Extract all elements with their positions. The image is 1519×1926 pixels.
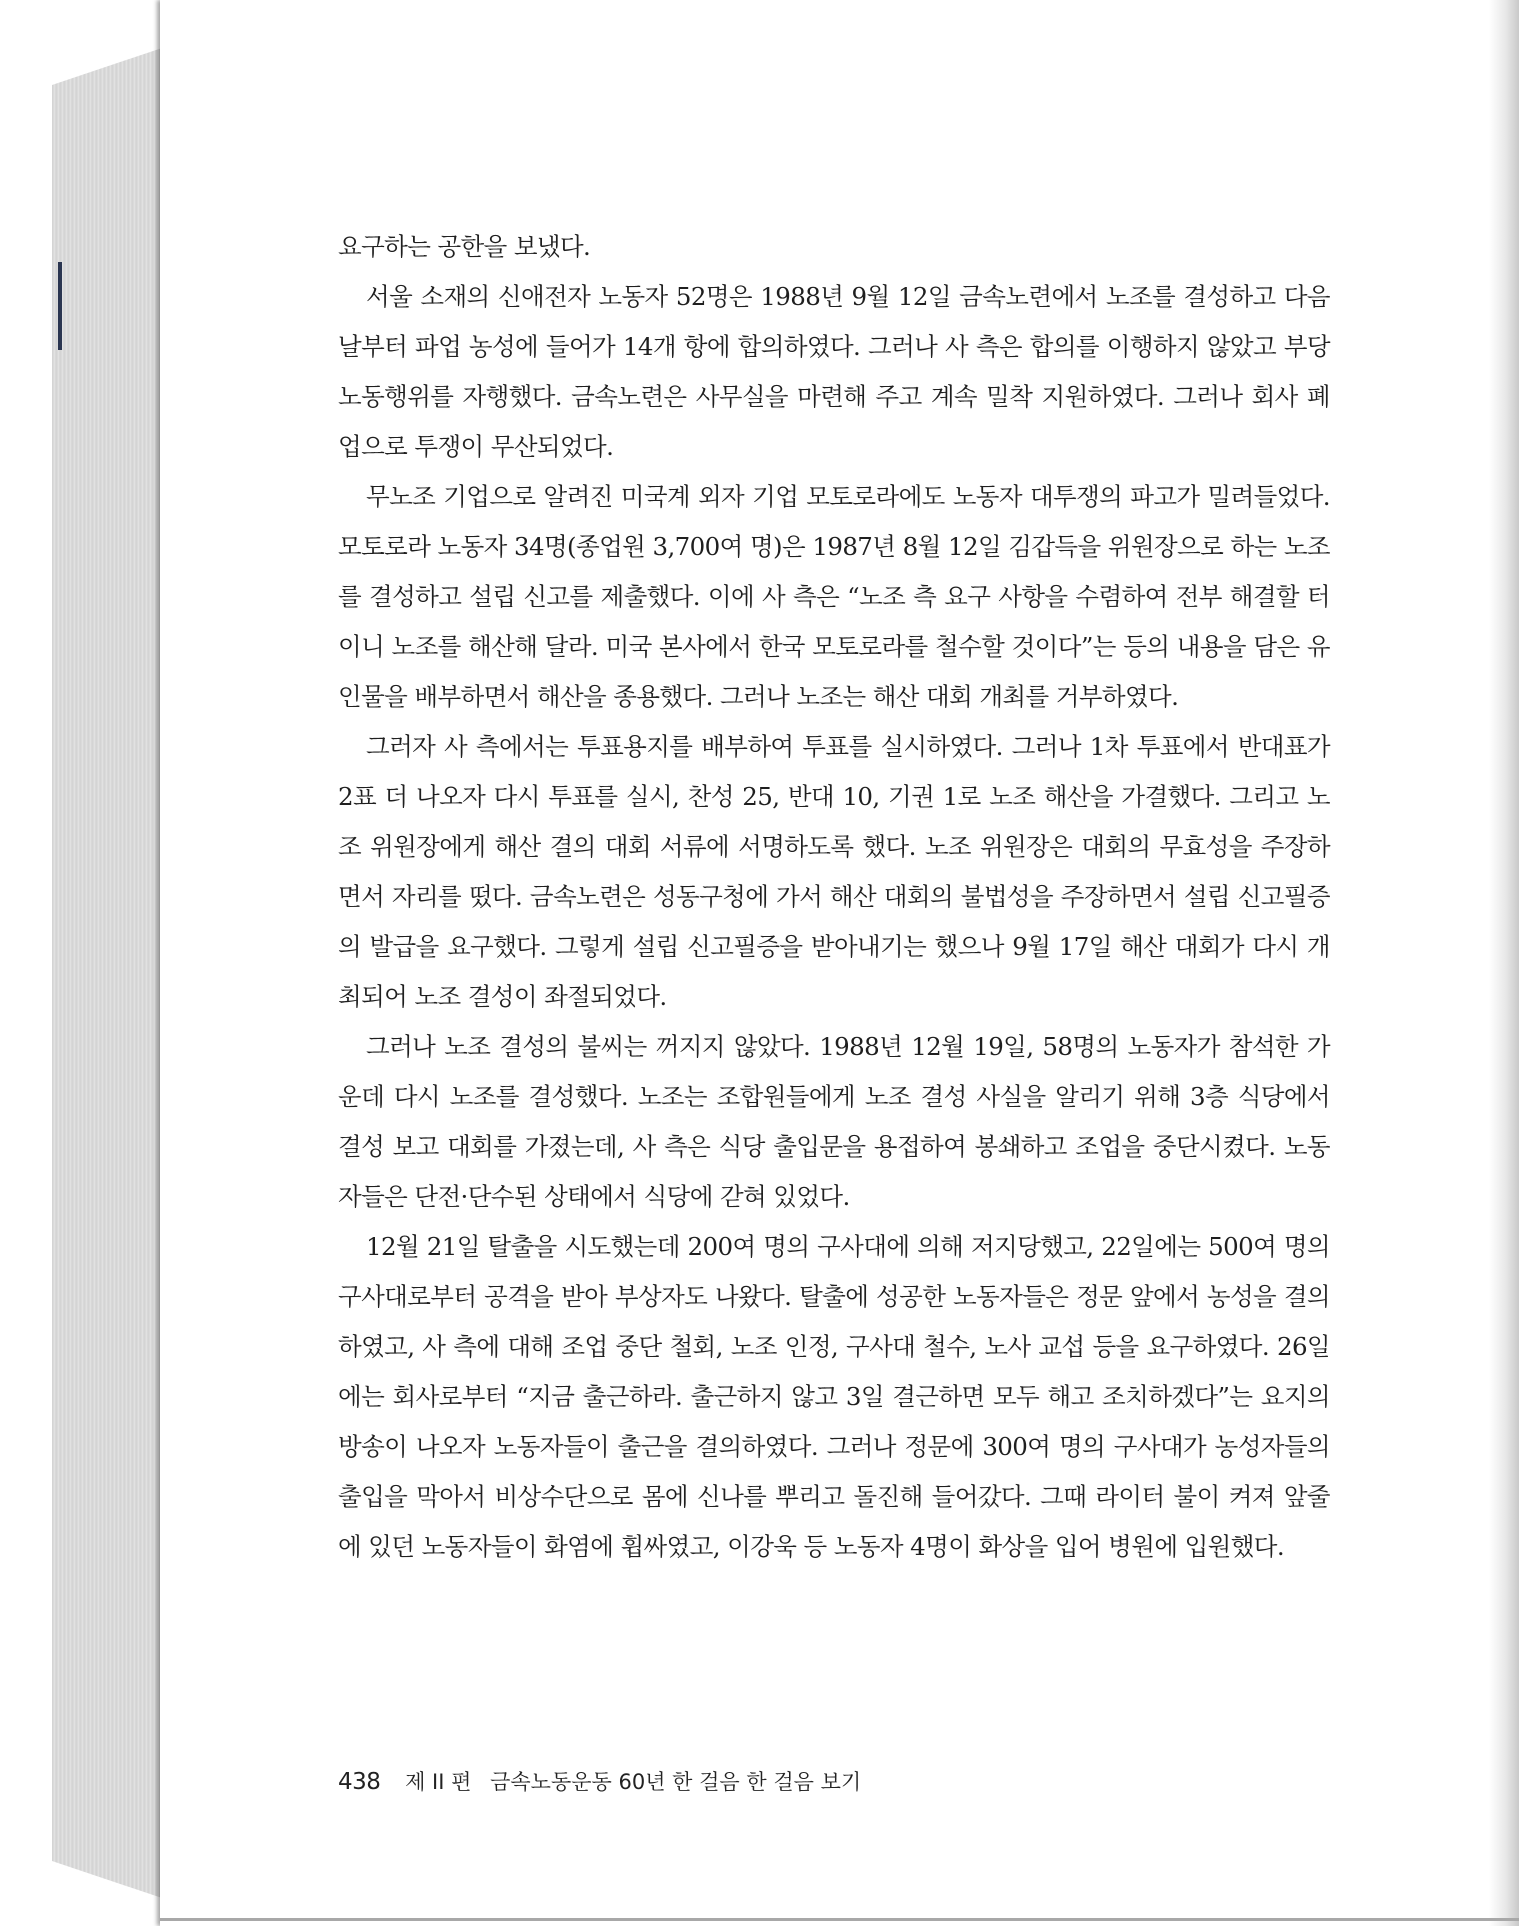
body-text xyxy=(338,222,1330,1572)
bookmark-ribbon xyxy=(58,262,62,350)
paragraph-2: 서울 소재의 신애전자 노동자 52명은 1988년 9월 12일 금속노련에서 노조를 결성하고 다음날부터 파업 농성에 들어가 14개 항에 합의하였다. 그러나 사 측은 합의를 이행하지 않았고 부당노동행위를 자행했다. 금속노련은 사무실을 마련해 주고 계속 밀착 지원하였다. 그러나 회사 폐업으로 투쟁이 무산되었다. xyxy=(338,282,1330,461)
paragraph-6: 12월 21일 탈출을 시도했는데 200여 명의 구사대에 의해 저지당했고, 22일에는 500여 명의 구사대로부터 공격을 받아 부상자도 나왔다. 탈출에 성공한 노동자들은 정문 앞에서 농성을 결의하였고, 사 측에 대해 조업 중단 철회, 노조 인정, 구사대 철수, 노사 교섭 등을 요구하였다. 26일에는 회사로부터 “지금 출근하라. 출근하지 않고 3일 결근하면 모두 해고 조치하겠다”는 요지의 방송이 나오자 노동자들이 출근을 결의하였다. 그러나 정문에 300여 명의 구사대가 농성자들의 출입을 막아서 비상수단으로 몸에 신나를 뿌리고 돌진해 들어갔다. 그때 라이터 불이 켜져 앞줄에 있던 노동자들이 화염에 휩싸였고, 이강욱 등 노동자 4명이 화상을 입어 병원에 입원했다. xyxy=(338,1232,1330,1561)
part-label: 제 II 편 xyxy=(405,1770,472,1794)
paragraph-1: 요구하는 공한을 보냈다. xyxy=(338,232,591,261)
page-curl-shadow xyxy=(1489,0,1519,1926)
paragraph-3: 무노조 기업으로 알려진 미국계 외자 기업 모토로라에도 노동자 대투쟁의 파고가 밀려들었다. 모토로라 노동자 34명(종업원 3,700여 명)은 1987년 8월 12일 김갑득을 위원장으로 하는 노조를 결성하고 설립 신고를 제출했다. 이에 사 측은 “노조 측 요구 사항을 수렴하여 전부 해결할 터이니 노조를 해산해 달라. 미국 본사에서 한국 모토로라를 철수할 것이다”는 등의 내용을 담은 유인물을 배부하면서 해산을 종용했다. 그러나 노조는 해산 대회 개최를 거부하였다. xyxy=(338,482,1330,711)
page-block-edges xyxy=(52,48,162,1898)
paragraph-5: 그러나 노조 결성의 불씨는 꺼지지 않았다. 1988년 12월 19일, 58명의 노동자가 참석한 가운데 다시 노조를 결성했다. 노조는 조합원들에게 노조 결성 사실을 알리기 위해 3층 식당에서 결성 보고 대회를 가졌는데, 사 측은 식당 출입문을 용접하여 봉쇄하고 조업을 중단시켰다. 노동자들은 단전·단수된 상태에서 식당에 갇혀 있었다. xyxy=(338,1032,1330,1211)
book-title: 금속노동운동 60년 한 걸음 한 걸음 보기 xyxy=(490,1770,862,1794)
paragraph-4: 그러자 사 측에서는 투표용지를 배부하여 투표를 실시하였다. 그러나 1차 투표에서 반대표가 2표 더 나오자 다시 투표를 실시, 찬성 25, 반대 10, 기권 1로 노조 해산을 가결했다. 그리고 노조 위원장에게 해산 결의 대회 서류에 서명하도록 했다. 노조 위원장은 대회의 무효성을 주장하면서 자리를 떴다. 금속노련은 성동구청에 가서 해산 대회의 불법성을 주장하면서 설립 신고필증의 발급을 요구했다. 그렇게 설립 신고필증을 받아내기는 했으나 9월 17일 해산 대회가 다시 개최되어 노조 결성이 좌절되었다. xyxy=(338,732,1330,1011)
running-footer xyxy=(338,1766,861,1796)
page-number: 438 xyxy=(338,1769,381,1795)
page-bottom-edge xyxy=(160,1918,1519,1921)
